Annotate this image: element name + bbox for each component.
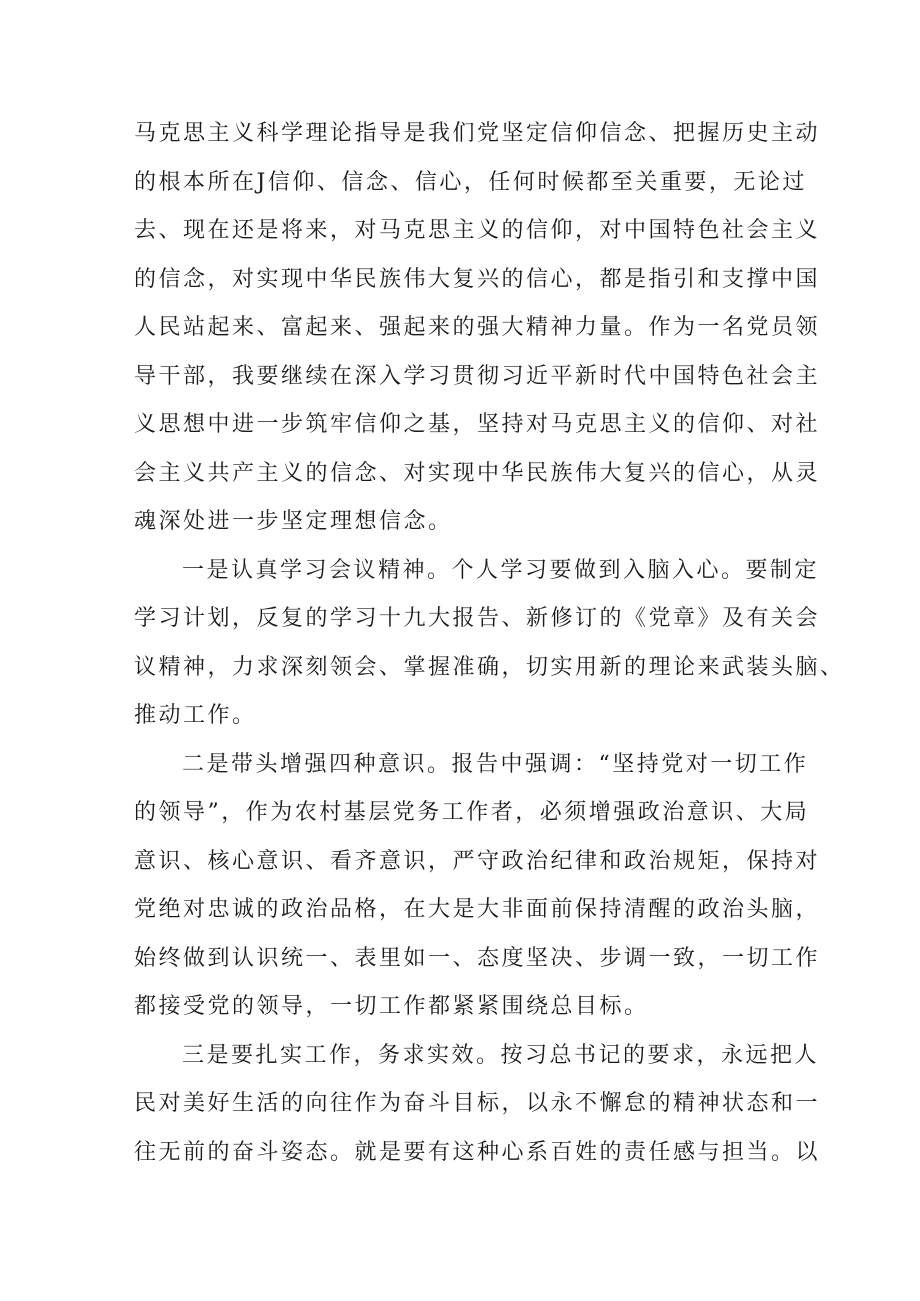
text-line: 会主义共产主义的信念、对实现中华民族伟大复兴的信心，从灵	[134, 460, 821, 486]
text-line: 意识、核心意识、看齐意识，严守政治纪律和政治规矩，保持对	[134, 848, 821, 874]
paragraph-study-spirit	[134, 547, 845, 741]
text-line: 民对美好生活的向往作为奋斗目标，以永不懈怠的精神状态和一	[134, 1091, 821, 1116]
text-line: 三是要扎实工作，务求实效。按习总书记的要求，永远把人	[182, 1042, 820, 1068]
text-line: 往无前的奋斗姿态。就是要有这种心系百姓的责任感与担当。以	[134, 1139, 821, 1165]
text-line: 马克思主义科学理论指导是我们党坚定信仰信念、把握历史主动	[134, 121, 821, 146]
text-line: 导干部，我要继续在深入学习贯彻习近平新时代中国特色社会主	[134, 363, 821, 389]
text-line: 的根本所在J信仰、信念、信心，任何时候都至关重要，无论过	[134, 169, 807, 195]
text-line: 学习计划，反复的学习十九大报告、新修订的《党章》及有关会	[134, 606, 821, 631]
text-line: 的领导”，作为农村基层党务工作者，必须增强政治意识、大局	[134, 800, 810, 825]
text-line: 议精神，力求深刻领会、掌握准确，切实用新的理论来武装头脑、	[134, 654, 845, 680]
text-line: 一是认真学习会议精神。个人学习要做到入脑入心。要制定	[182, 557, 820, 583]
text-line: 义思想中进一步筑牢信仰之基，坚持对马克思主义的信仰、对社	[134, 412, 821, 437]
paragraph-ideal-belief	[134, 110, 821, 547]
text-line: 党绝对忠诚的政治品格，在大是大非面前保持清醒的政治头脑，	[134, 897, 821, 922]
paragraph-practical-work	[134, 1032, 821, 1178]
document-body	[134, 110, 845, 1177]
text-line: 二是带头增强四种意识。报告中强调：“坚持党对一切工作	[182, 751, 809, 777]
text-line: 都接受党的领导，一切工作都紧紧围绕总目标。	[134, 994, 649, 1019]
text-line: 人民站起来、富起来、强起来的强大精神力量。作为一名党员领	[134, 315, 821, 340]
text-line: 去、现在还是将来，对马克思主义的信仰，对中国特色社会主义	[134, 218, 821, 243]
text-line: 始终做到认识统一、表里如一、态度坚决、步调一致，一切工作	[134, 945, 821, 971]
text-line: 推动工作。	[134, 703, 257, 728]
text-line: 魂深处进一步坚定理想信念。	[134, 509, 453, 534]
paragraph-four-consciousness	[134, 741, 821, 1032]
text-line: 的信念，对实现中华民族伟大复兴的信心，都是指引和支撑中国	[134, 266, 821, 292]
